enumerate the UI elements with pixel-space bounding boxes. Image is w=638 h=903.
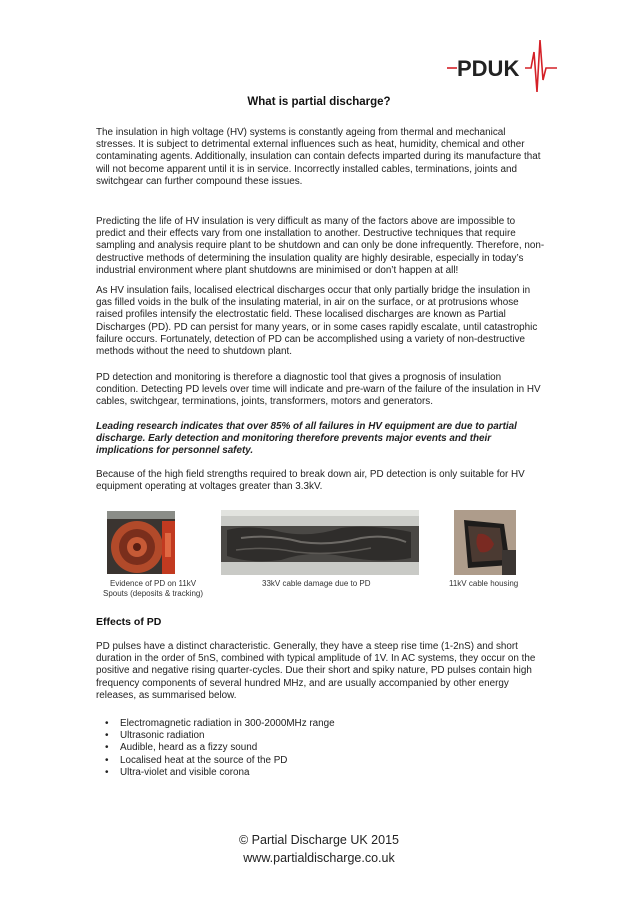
photo-pd-spouts [107, 511, 175, 574]
figure-1-caption-line-1: Evidence of PD on 11kV [110, 579, 197, 588]
paragraph-2: Predicting the life of HV insulation is very difficult as many of the factors above are impossible to predict and their effects vary from one installation to another. Destructive techniques that require sampling and analysis require plant to be shutdown and can only be done infrequently. Therefore, non-destructive methods of determining the insulation quality are highly desirable, especially in today’s industrial environment where plant shutdowns are minimised or don’t happen at all! [96, 216, 545, 276]
footer-website[interactable]: www.partialdischarge.co.uk [243, 851, 395, 865]
paragraph-5: Because of the high field strengths required to break down air, PD detection is only suitable for HV equipment operating at voltages greater than 3.3kV. [96, 469, 525, 493]
list-item: • Localised heat at the source of the PD [96, 755, 536, 767]
list-item: • Ultrasonic radiation [96, 730, 536, 742]
logo-text: PDUK [457, 56, 520, 81]
list-item: • Audible, heard as a fizzy sound [96, 742, 536, 754]
paragraph-3: As HV insulation fails, localised electrical discharges occur that only partially bridge the insulation in gas filled voids in the bulk of the insulating material, in air on the surface, or at protrusions whose raised profiles intensify the electrostatic field. These localised discharges are known as Partial Discharges (PD). PD can persist for many years, or in some cases rapidly escalate, until catastrophic failure occurs. Fortunately, detection of PD can be accomplished using a variety of non-destructive methods without the need to shutdown plant. [96, 285, 538, 358]
pduk-logo [447, 34, 557, 104]
list-item: • Electromagnetic radiation in 300-2000MHz range [96, 718, 536, 730]
footer-copyright: © Partial Discharge UK 2015 [239, 833, 399, 847]
paragraph-4: PD detection and monitoring is therefore a diagnostic tool that gives a prognosis of insulation condition. Detecting PD levels over time will indicate and pre-warn of the failure of the insulation in HV cables, switchgear, terminations, joints, transformers, motors and generators. [96, 372, 541, 408]
effects-paragraph: PD pulses have a distinct characteristic. Generally, they have a steep rise time (1-2nS) and short duration in the order of 5nS, combined with typical amplitude of 1V. In AC systems, they occur on the positive and negative rising quarter-cycles. Due their short and spiky nature, PD pulses contain high frequency components of several hundred MHz, and are usually accompanied by other energy releases, as summarised below. [96, 641, 536, 701]
figure-2-caption: 33kV cable damage due to PD [262, 579, 371, 588]
list-item: • Ultra-violet and visible corona [96, 767, 536, 779]
figure-3-caption: 11kV cable housing [449, 579, 519, 588]
figure-1-caption-line-2: Spouts (deposits & tracking) [103, 589, 204, 598]
photo-cable-housing [454, 510, 516, 575]
page-title: What is partial discharge? [247, 96, 391, 108]
effects-list [96, 718, 536, 779]
emphasis-paragraph: Leading research indicates that over 85% of all failures in HV equipment are due to partial discharge. Early detection and monitoring therefore prevents major events and their implications for personnel safety. [96, 421, 517, 457]
figure-1-caption [103, 579, 213, 599]
logo-pulse-icon [525, 40, 557, 92]
paragraph-1: The insulation in high voltage (HV) systems is constantly ageing from thermal and mechanical stresses. It is subject to detrimental external influences such as heat, humidity, chemical and other contaminating agents. Additionally, insulation can contain defects imparted during its manufacture that will not become apparent until it is in service. Incorrectly installed cables, terminations, joints and switchgear can further compound these issues. [96, 127, 541, 187]
effects-heading: Effects of PD [96, 616, 162, 628]
photo-cable-damage [221, 510, 419, 575]
